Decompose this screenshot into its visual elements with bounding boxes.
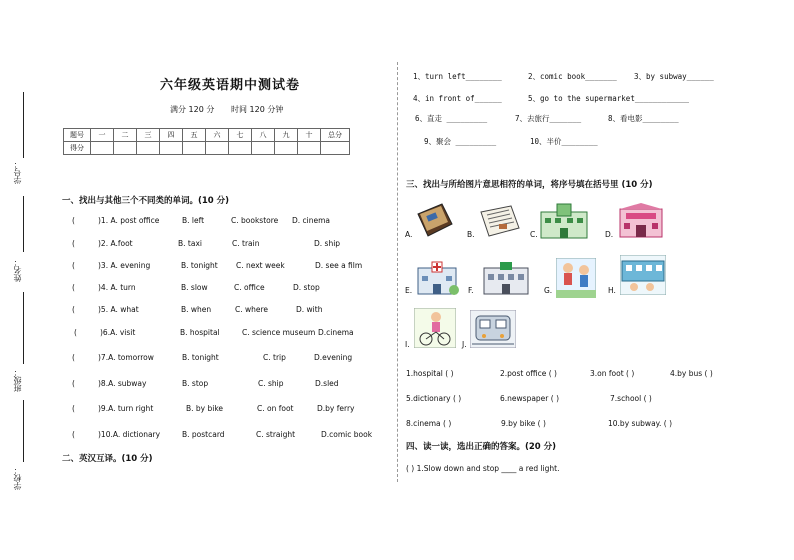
- question-option-a: )2. A.foot: [98, 239, 133, 248]
- question-option-a: )5. A. what: [98, 305, 139, 314]
- name-label: 姓名：: [13, 258, 22, 282]
- question-option-c: C. science museum: [242, 328, 316, 337]
- translation-item: 10、半价________: [530, 137, 598, 146]
- name-line: [23, 196, 24, 252]
- match-answer: 4.by bus ( ): [670, 369, 713, 378]
- question-option-c: C. ship: [258, 379, 284, 388]
- question-option-c: C. trip: [263, 353, 286, 362]
- question-paren: (: [72, 353, 75, 362]
- score-table-score-row: [64, 142, 350, 155]
- question-paren: (: [72, 404, 75, 413]
- question-paren: (: [72, 261, 75, 270]
- picture-letter: B.: [467, 230, 475, 239]
- question-1: ( ) 1.Slow down and stop ____ a red light.: [406, 464, 560, 473]
- question-option-a: )8.A. subway: [98, 379, 147, 388]
- hospital-picture: [414, 260, 460, 296]
- question-option-d: D.by ferry: [317, 404, 355, 413]
- question-option-a: )6.A. visit: [100, 328, 136, 337]
- question-option-c: C. office: [234, 283, 265, 292]
- question-option-d: D.comic book: [321, 430, 373, 439]
- question-option-a: )9.A. turn right: [98, 404, 154, 413]
- class-label: 班级：: [13, 368, 22, 392]
- question-option-a: )3. A. evening: [98, 261, 151, 270]
- question-option-c: C. next week: [236, 261, 285, 270]
- question-option-d: D.evening: [314, 353, 353, 362]
- question-paren: (: [72, 216, 75, 225]
- table-cell: 四: [160, 129, 183, 142]
- question-paren: (: [74, 328, 77, 337]
- post-office-picture: [478, 260, 534, 296]
- score-input-cell[interactable]: [206, 142, 229, 155]
- translation-item: 3、by subway______: [634, 72, 714, 81]
- score-input-cell[interactable]: [114, 142, 137, 155]
- question-option-d: D. ship: [314, 239, 341, 248]
- table-cell: 得分: [64, 142, 91, 155]
- score-input-cell[interactable]: [298, 142, 321, 155]
- school-line: [23, 400, 24, 462]
- match-answer: 1.hospital ( ): [406, 369, 454, 378]
- question-paren: (: [72, 305, 75, 314]
- class-line: [23, 292, 24, 364]
- translation-item: 6、直走 _________: [415, 114, 488, 123]
- score-input-cell[interactable]: [321, 142, 350, 155]
- question-option-c: C. on foot: [257, 404, 294, 413]
- question-option-b: B. taxi: [178, 239, 202, 248]
- section-4-title: 四、读一读，选出正确的答案。(20 分): [406, 442, 557, 452]
- picture-letter: D.: [605, 230, 614, 239]
- picture-letter: H.: [608, 286, 616, 295]
- translation-item: 7、去旅行_______: [515, 114, 582, 123]
- picture-letter: I.: [405, 340, 410, 349]
- score-input-cell[interactable]: [275, 142, 298, 155]
- section-3-title: 三、找出与所给图片意思相符的单词，将序号填在括号里 (10 分): [406, 180, 653, 190]
- by-bus-picture: [620, 255, 666, 295]
- question-paren: (: [72, 283, 75, 292]
- match-answer: 9.by bike ( ): [501, 419, 546, 428]
- picture-letter: E.: [405, 286, 413, 295]
- question-option-c: C. straight: [256, 430, 296, 439]
- section-1-title: 一、找出与其他三个不同类的单词。(10 分): [62, 196, 230, 206]
- table-cell: 六: [206, 129, 229, 142]
- match-answer: 6.newspaper ( ): [500, 394, 560, 403]
- picture-letter: J.: [462, 340, 467, 349]
- section-2-title: 二、英汉互译。(10 分): [62, 454, 153, 464]
- table-cell: 总分: [321, 129, 350, 142]
- question-option-d: D.sled: [315, 379, 339, 388]
- score-input-cell[interactable]: [160, 142, 183, 155]
- question-option-b: B. left: [182, 216, 205, 225]
- translation-item: 1、turn left________: [413, 72, 502, 81]
- table-cell: 十: [298, 129, 321, 142]
- column-divider: [397, 62, 398, 482]
- translation-item: 8、看电影________: [608, 114, 679, 123]
- question-option-c: C. train: [232, 239, 260, 248]
- match-answer: 3.on foot ( ): [590, 369, 635, 378]
- table-cell: 九: [275, 129, 298, 142]
- full-score: 满分 120 分: [170, 105, 215, 114]
- translation-item: 2、comic book_______: [528, 72, 617, 81]
- picture-letter: G.: [544, 286, 553, 295]
- match-answer: 7.school ( ): [610, 394, 652, 403]
- question-option-a: )10.A. dictionary: [98, 430, 161, 439]
- match-answer: 2.post office ( ): [500, 369, 557, 378]
- question-option-d: D. with: [296, 305, 323, 314]
- school-picture: [539, 202, 589, 240]
- table-cell: 八: [252, 129, 275, 142]
- picture-letter: C.: [530, 230, 538, 239]
- page-title: 六年级英语期中测试卷: [160, 78, 301, 93]
- picture-letter: A.: [405, 230, 413, 239]
- question-option-d: D. see a film: [315, 261, 363, 270]
- question-option-b: B. when: [181, 305, 212, 314]
- question-option-a: )1. A. post office: [98, 216, 160, 225]
- question-paren: (: [72, 430, 75, 439]
- picture-letter: F.: [468, 286, 474, 295]
- on-foot-picture: [556, 258, 596, 298]
- question-option-d: D.cinema: [318, 328, 354, 337]
- score-table: [63, 128, 350, 155]
- by-subway-picture: [470, 310, 516, 348]
- student-number-label: 学号：: [13, 160, 22, 184]
- question-option-b: B. by bike: [186, 404, 224, 413]
- question-option-b: B. hospital: [180, 328, 220, 337]
- table-cell: 二: [114, 129, 137, 142]
- table-cell: 五: [183, 129, 206, 142]
- table-cell: 三: [137, 129, 160, 142]
- question-option-b: B. stop: [182, 379, 209, 388]
- score-input-cell[interactable]: [229, 142, 252, 155]
- match-answer: 5.dictionary ( ): [406, 394, 462, 403]
- match-answer: 8.cinema ( ): [406, 419, 452, 428]
- translation-item: 9、聚会 _________: [424, 137, 497, 146]
- match-answer: 10.by subway. ( ): [608, 419, 673, 428]
- score-table-header-row: [64, 129, 350, 142]
- student-number-line: [23, 92, 24, 158]
- translation-item: 5、go to the supermarket____________: [528, 94, 690, 103]
- question-option-a: )4. A. turn: [98, 283, 136, 292]
- question-option-b: B. postcard: [182, 430, 225, 439]
- score-input-cell[interactable]: [91, 142, 114, 155]
- score-input-cell[interactable]: [252, 142, 275, 155]
- newspaper-picture: [479, 204, 521, 238]
- question-option-b: B. slow: [181, 283, 208, 292]
- exam-time: 时间 120 分钟: [231, 105, 284, 114]
- dictionary-picture: [414, 200, 454, 240]
- table-cell: 七: [229, 129, 252, 142]
- question-paren: (: [72, 379, 75, 388]
- cinema-picture: [618, 203, 664, 239]
- question-option-b: B. tonight: [181, 261, 218, 270]
- score-input-cell[interactable]: [137, 142, 160, 155]
- question-option-d: D. stop: [293, 283, 320, 292]
- table-cell: 一: [91, 129, 114, 142]
- table-cell: 题号: [64, 129, 91, 142]
- translation-item: 4、in front of______: [413, 94, 502, 103]
- question-paren: (: [72, 239, 75, 248]
- school-label: 学校：: [13, 466, 22, 490]
- question-option-c: C. bookstore: [231, 216, 279, 225]
- question-option-b: B. tonight: [182, 353, 219, 362]
- score-input-cell[interactable]: [183, 142, 206, 155]
- question-option-c: C. where: [235, 305, 269, 314]
- by-bike-picture: [414, 308, 456, 348]
- question-option-d: D. cinema: [292, 216, 331, 225]
- question-option-a: )7.A. tomorrow: [98, 353, 154, 362]
